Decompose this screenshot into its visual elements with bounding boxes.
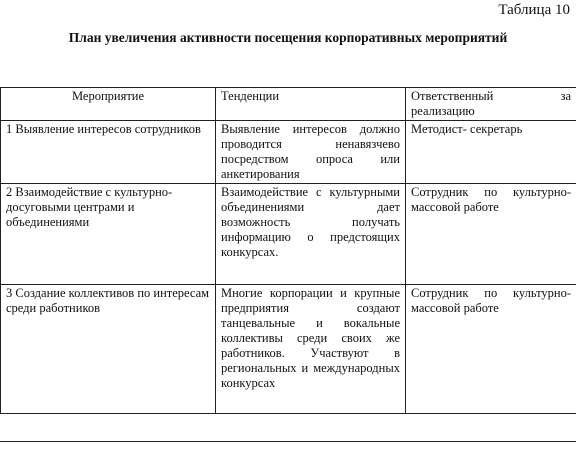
responsible-cell: Сотрудник по культурно-массовой работе [406,285,576,414]
event-cell: 2 Взаимодействие с культурно-досуговыми центрами и объединениями [1,184,216,285]
trend-cell: Многие корпорации и крупные предприятия создают танцевальные и вокальные коллективы среди своих же работников. Участвуют в региональных и международных конкурсах [216,285,406,414]
responsible-cell: Методист- секретарь [406,121,576,184]
event-cell: 1 Выявление интересов сотрудников [1,121,216,184]
table-row [1,121,576,184]
column-header-event: Мероприятие [1,88,216,121]
trend-cell: Взаимодействие с культурными объединениями дает возможность получать информацию о предстоящих конкурсах. [216,184,406,285]
event-cell: 3 Создание коллективов по интересам среди работников [1,285,216,414]
table-title: План увеличения активности посещения корпоративных мероприятий [68,30,508,45]
trend-cell: Выявление интересов должно проводится ненавязчево посредством опроса или анкетирования [216,121,406,184]
table-number: Таблица 10 [498,2,570,18]
table-row [1,184,576,285]
activity-plan-table [0,87,576,414]
column-header-trends: Тенденции [216,88,406,121]
page-divider [0,441,576,442]
table-header-row [1,88,576,121]
column-header-responsible: Ответственный за реализацию [406,88,576,121]
table-row [1,285,576,414]
responsible-cell: Сотрудник по культурно-массовой работе [406,184,576,285]
